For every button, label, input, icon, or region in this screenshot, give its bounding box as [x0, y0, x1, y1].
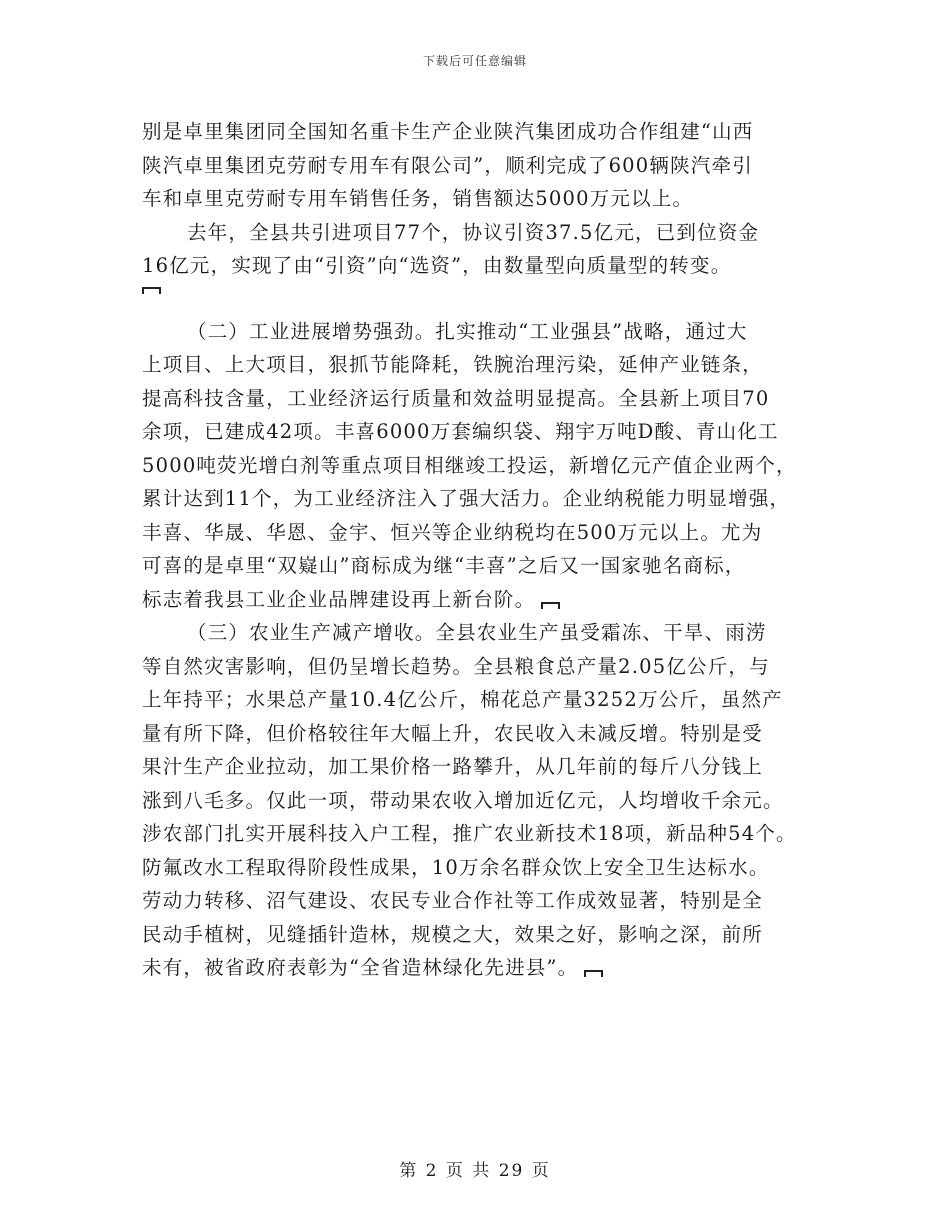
text-line: 陕汽卓里集团克劳耐专用车有限公司”，顺利完成了600辆陕汽牵引	[142, 153, 753, 177]
text-line: 16亿元，实现了由“引资”向“选资”，由数量型向质量型的转变。	[142, 254, 732, 277]
text-line: 果汁生产企业拉动，加工果价格一路攀升，从几年前的每斤八分钱上	[142, 755, 764, 778]
text-line: 防氟改水工程取得阶段性成果，10万余名群众饮上安全卫生达标水。	[142, 855, 770, 879]
text-line-with-mark	[142, 584, 832, 615]
text-line: 量有所下降，但价格较往年大幅上升，农民收入未减反增。特别是受	[142, 721, 764, 745]
text-line: 去年，全县共引进项目77个，协议引资37.5亿元，已到位资金	[187, 220, 760, 244]
page-header: 下载后可任意编辑	[422, 54, 527, 68]
text-line: 余项，已建成42项。丰喜6000万套编织袋、翔宇万吨D酸、青山化工	[142, 420, 779, 443]
text-line: 上项目、上大项目，狠抓节能降耗，铁腕治理污染，延伸产业链条，	[142, 353, 764, 376]
paragraph-mark-icon	[584, 970, 603, 977]
page-footer: 第 2 页 共 29 页	[399, 1161, 551, 1181]
document-body	[142, 116, 832, 986]
text-line: 涨到八毛多。仅此一项，带动果农收入增加近亿元，人均增收千余元。	[142, 788, 784, 812]
text-line: 丰喜、华晟、华恩、金宇、恒兴等企业纳税均在500万元以上。尤为	[142, 520, 763, 544]
text-line: （二）工业进展增势强劲。扎实推动“工业强县”战略，通过大	[187, 319, 748, 343]
text-line: 未有，被省政府表彰为“全省造林绿化先进县”。	[142, 956, 579, 979]
text-line: （三）农业生产减产增收。全县农业生产虽受霜冻、干旱、雨涝	[187, 621, 767, 644]
text-line: 上年持平；水果总产量10.4亿公斤，棉花总产量3252万公斤，虽然产	[142, 688, 783, 711]
text-line: 等自然灾害影响，但仍呈增长趋势。全县粮食总产量2.05亿公斤，与	[142, 654, 770, 678]
text-line: 别是卓里集团同全国知名重卡生产企业陕汽集团成功合作组建“山西	[142, 120, 754, 143]
text-line: 车和卓里克劳耐专用车销售任务，销售额达5000万元以上。	[142, 187, 694, 210]
text-line: 涉农部门扎实开展科技入户工程，推广农业新技术18项，新品种54个。	[142, 822, 797, 845]
text-line-with-mark	[142, 952, 832, 983]
text-line: 标志着我县工业企业品牌建设再上新台阶。	[142, 587, 536, 611]
text-line: 5000吨荧光增白剂等重点项目相继竣工投运，新增亿元产值企业两个，	[142, 453, 797, 477]
paragraph-mark-icon	[541, 602, 560, 609]
text-line: 累计达到11个，为工业经济注入了强大活力。企业纳税能力明显增强，	[142, 487, 791, 510]
text-line: 提高科技含量，工业经济运行质量和效益明显提高。全县新上项目70	[142, 386, 770, 410]
text-line: 劳动力转移、沼气建设、农民专业合作社等工作成效显著，特别是全	[142, 889, 764, 912]
paragraph-mark-icon	[142, 287, 161, 294]
paragraph-mark-line	[142, 284, 832, 308]
text-line: 可喜的是卓里“双嶷山”商标成为继“丰喜”之后又一国家驰名商标，	[142, 554, 746, 577]
text-line: 民动手植树，见缝插针造林，规模之大，效果之好，影响之深，前所	[142, 922, 764, 946]
